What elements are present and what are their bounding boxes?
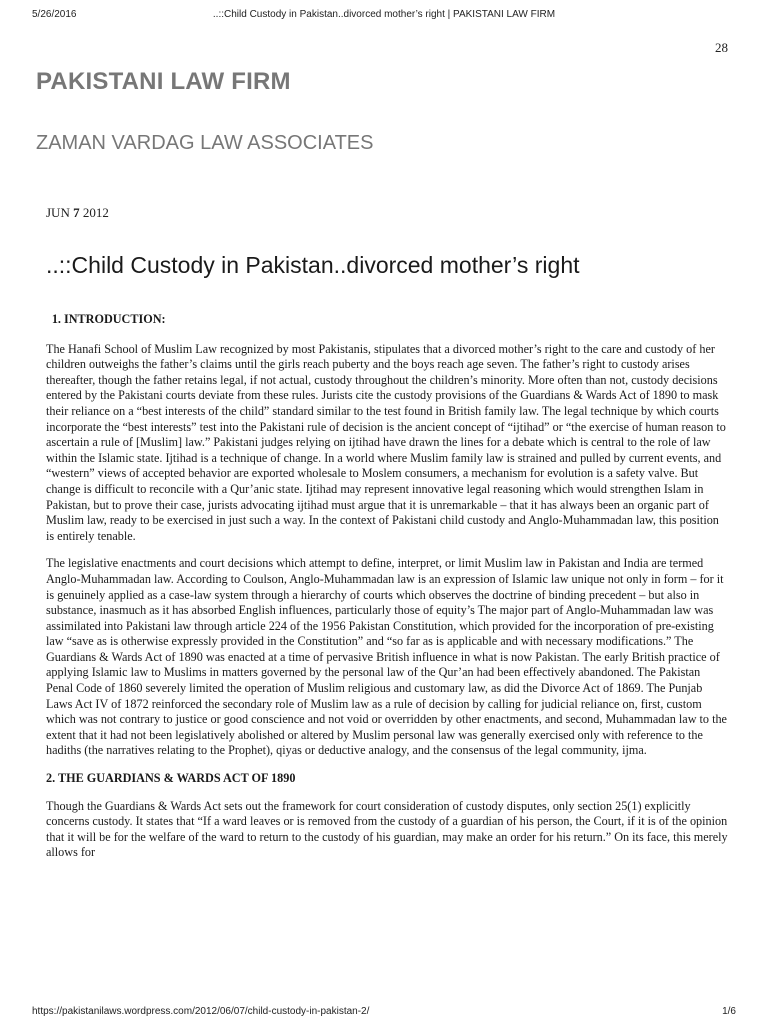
print-footer xyxy=(32,1006,736,1020)
post-date-day: 7 xyxy=(73,205,80,220)
print-url: https://pakistanilaws.wordpress.com/2012/06/07/child-custody-in-pakistan-2/ xyxy=(32,1006,370,1017)
print-page-title: ..::Child Custody in Pakistan..divorced mother’s right | PAKISTANI LAW FIRM xyxy=(212,9,556,20)
post-date[interactable] xyxy=(46,205,109,221)
site-title-link[interactable]: PAKISTANI LAW FIRM xyxy=(36,68,291,95)
print-date: 5/26/2016 xyxy=(32,9,77,20)
post-title: ..::Child Custody in Pakistan..divorced mother’s right xyxy=(46,252,580,278)
paragraph-1: The Hanafi School of Muslim Law recognized by most Pakistanis, stipulates that a divorced mother’s right to the care and custody of her children outweighs the father’s claims until the girls reach puberty and the boys reach age seven. The father’s right to custody arises thereafter, though the father retains legal, if not actual, custody throughout the children’s minority. More often than not, custody decisions entered by the Pakistani courts deviate from these rules. Jurists cite the custody provisions of the Guardians & Wards Act of 1890 to mask their reliance on a “best interests of the child” standard similar to the test found in British family law. The legal technique by which courts incorporate the “best interests” test into the Pakistani rule of decision is the ancient concept of “ijtihad” or “the exercise of human reason to ascertain a rule of [Muslim] law.” Pakistani judges relying on ijtihad have drawn the lines for a debate which is central to the role of law within the Islamic state. Ijtihad is a technique of change. In a world where Muslim family law is strained and pulled by current events, and “western” views of accepted behavior are exported wholesale to Moslem consumers, a mechanism for evolution is a safety valve. But change is difficult to reconcile with a Qur’anic state. Ijtihad may represent innovative legal reasoning which would strengthen Islam in Pakistan, but to prove their case, jurists advocating ijtihad must argue that it is unremarkable – that it has always been an organic part of Muslim law, ready to be exercised in just such a way. In the context of Pakistani child custody and Anglo-Muhammadan law, this position is entirely tenable. xyxy=(46,341,726,543)
post-content xyxy=(46,312,728,873)
section-list xyxy=(46,312,728,328)
page-number: 28 xyxy=(715,40,728,55)
paragraph-3: Though the Guardians & Wards Act sets out the framework for court consideration of custody disputes, only section 25(1) explicitly concerns custody. It states that “If a ward leaves or is removed from the custody of a guardian of his person, the Court, if it is of the opinion that it will be for the welfare of the ward to return to the custody of his guardian, may make an order for his return.” On its face, this merely allows for xyxy=(46,798,728,860)
print-header xyxy=(32,9,736,23)
print-page-count: 1/6 xyxy=(722,1006,736,1017)
post-date-month: JUN xyxy=(46,205,70,220)
paragraph-2: The legislative enactments and court decisions which attempt to define, interpret, or limit Muslim law in Pakistan and India are termed Anglo-Muhammadan law. According to Coulson, Anglo-Muhammadan law is an expression of Islamic law unique not only in form – for it is genuinely applied as a case-law system through a hierarchy of courts which observes the doctrine of binding precedent – but also in substance, inasmuch as it has absorbed English influences, particularly those of equity’s The major part of Anglo-Muhammadan law was assimilated into Pakistani law through article 224 of the 1956 Pakistan Constitution, which provided for the incorporation of pre-existing law “save as is otherwise expressly provided in the Constitution” and “so far as is applicable and with necessary modifications.” The Guardians & Wards Act of 1890 was enacted at a time of pervasive British influence in what is now Pakistan. The early British practice of applying Islamic law to Muslims in matters governed by the personal law of the Qur’an had been effectively abandoned. The Pakistan Penal Code of 1860 severely limited the operation of Muslim religious and customary law, as did the Divorce Act of 1869. The Punjab Laws Act IV of 1872 reinforced the secondary role of Muslim law as a rule of decision by calling for judicial reliance on, first, custom which was not contrary to justice or good conscience and not void or overridden by other enactments, and second, Muhammadan law to the extent that it had not been legislatively abolished or altered by Muslim personal law was generally exercised only with reference to the hadiths (the narratives relating to the Prophet), qiyas or deductive analogy, and the consensus of the legal community, ijma. xyxy=(46,556,727,758)
section-heading-introduction: 1. INTRODUCTION: xyxy=(64,312,728,328)
post-date-year: 2012 xyxy=(82,205,109,220)
post-content-viewport xyxy=(0,312,768,980)
site-subtitle: ZAMAN VARDAG LAW ASSOCIATES xyxy=(36,132,374,154)
section-heading-guardians-wards-act: 2. THE GUARDIANS & WARDS ACT OF 1890 xyxy=(46,771,296,786)
